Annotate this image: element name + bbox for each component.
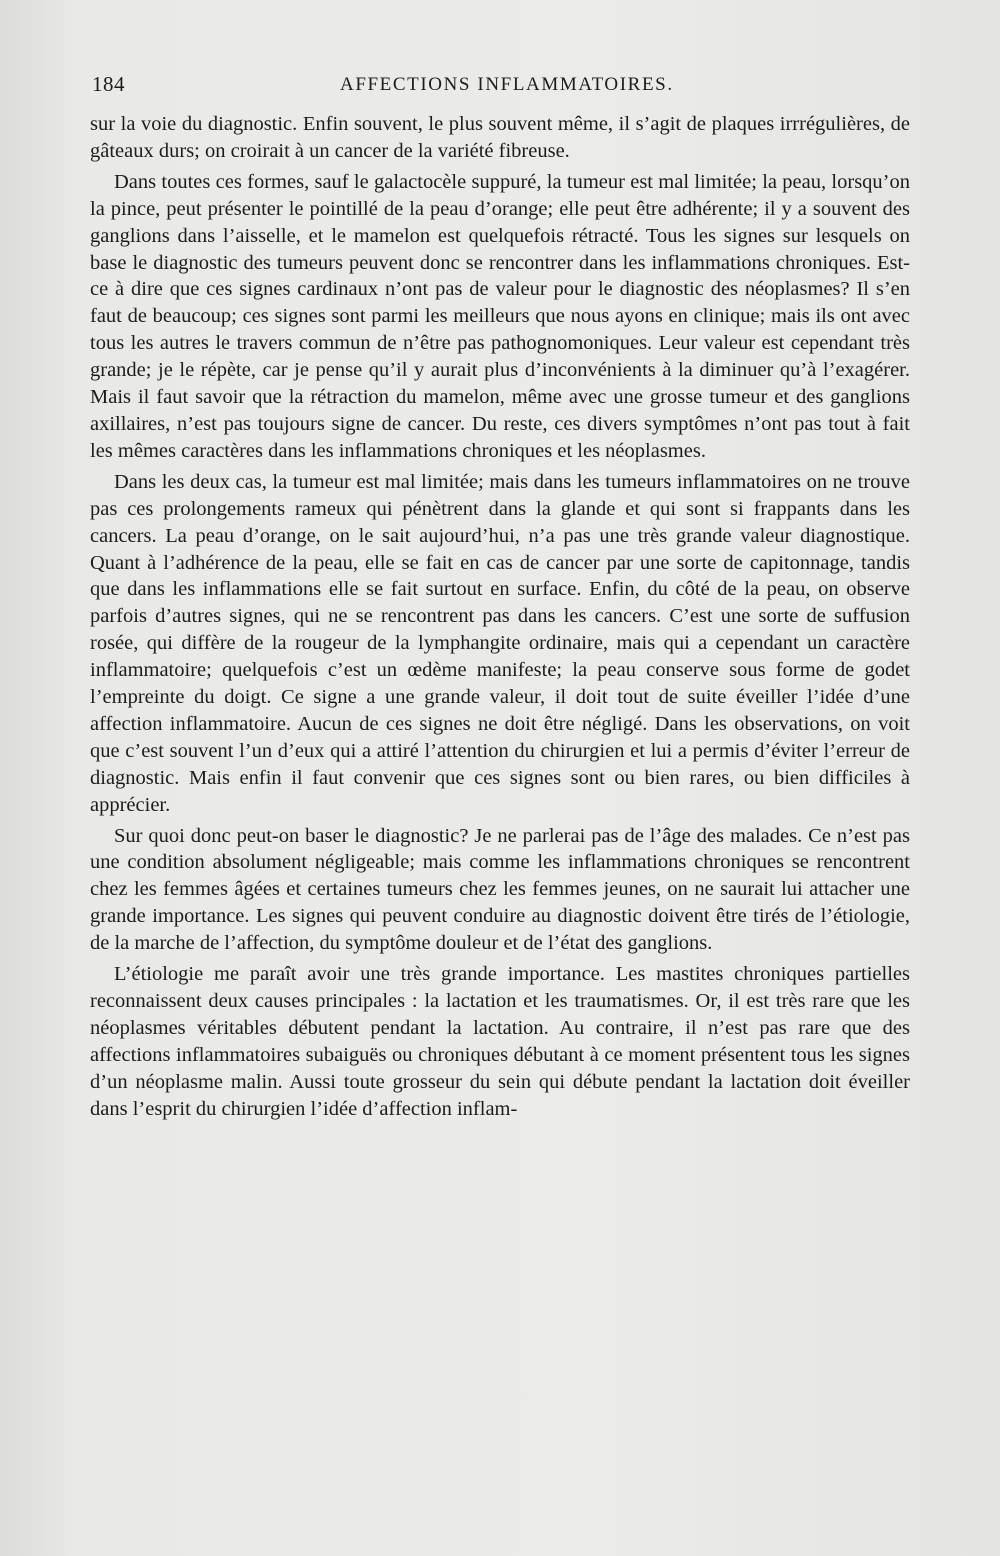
paragraph: Dans les deux cas, la tumeur est mal limitée; mais dans les tumeurs inflammatoires on ne trouve pas ces prolongements rameux qui pénètrent dans la glande et qui sont si frappants dans les cancers. La peau d’orange, on le sait aujourd’hui, n’a pas une très grande valeur diagnostique. Quant à l’adhérence de la peau, elle se fait en cas de cancer par une sorte de capitonnage, tandis que dans les inflammations elle se fait surtout en surface. Enfin, du côté de la peau, on observe parfois d’autres signes, qui ne se rencontrent pas dans les cancers. C’est une sorte de suffusion rosée, qui diffère de la rougeur de la lymphangite ordinaire, mais qui a cependant un caractère inflammatoire; quelquefois c’est un œdème manifeste; la peau conserve sous forme de godet l’empreinte du doigt. Ce signe a une grande valeur, il doit tout de suite éveiller l’idée d’une affection inflammatoire. Aucun de ces signes ne doit être négligé. Dans les observations, on voit que c’est souvent l’un d’eux qui a attiré l’attention du chirurgien et lui a permis d’éviter l’erreur de diagnostic. Mais enfin il faut convenir que ces signes sont ou bien rares, ou bien difficiles à apprécier. xyxy=(90,470,910,816)
paragraph: Sur quoi donc peut-on baser le diagnostic? Je ne parlerai pas de l’âge des malades. Ce n’est pas une condition absolument négligeable; mais comme les inflammations chroniques se rencontrent chez les femmes âgées et certaines tumeurs chez les femmes jeunes, on ne saurait lui attacher une grande importance. Les signes qui peuvent conduire au diagnostic doivent être tirés de l’étiologie, de la marche de l’affection, du symptôme douleur et de l’état des ganglions. xyxy=(90,824,910,955)
paragraph: L’étiologie me paraît avoir une très grande importance. Les mastites chroniques partielles reconnaissent deux causes principales : la lactation et les traumatismes. Or, il est très rare que les néoplasmes véritables débutent pendant la lactation. Au contraire, il n’est pas rare que des affections inflammatoires subaiguës ou chroniques débutant à ce moment présentent tous les signes d’un néoplasme malin. Aussi toute grosseur du sein qui débute pendant la lactation doit éveiller dans l’esprit du chirurgien l’idée d’affection inflam- xyxy=(90,963,910,1120)
page-header xyxy=(92,72,910,102)
paragraph-continuation: sur la voie du diagnostic. Enfin souvent, le plus souvent même, il s’agit de plaques irrrégulières, de gâteaux durs; on croirait à un cancer de la variété fibreuse. xyxy=(90,113,910,162)
paragraph: Dans toutes ces formes, sauf le galactocèle suppuré, la tumeur est mal limitée; la peau, lorsqu’on la pince, peut présenter le pointillé de la peau d’orange; elle peut être adhérente; il y a souvent des ganglions dans l’aisselle, et le mamelon est quelquefois rétracté. Tous les signes sur lesquels on base le diagnostic des tumeurs peuvent donc se rencontrer dans les inflammations chroniques. Est-ce à dire que ces signes cardinaux n’ont pas de valeur pour le diagnostic des néoplasmes? Il s’en faut de beaucoup; ces signes sont parmi les meilleurs que nous ayons en clinique; mais ils ont avec tous les autres le travers commun de n’être pas pathognomoniques. Leur valeur est cependant très grande; je le répète, car je pense qu’il y aurait plus d’inconvénients à la diminuer qu’à l’exagérer. Mais il faut savoir que la rétraction du mamelon, même avec une grosse tumeur et des ganglions axillaires, n’est pas toujours signe de cancer. Du reste, ces divers symptômes n’ont pas tout à fait les mêmes caractères dans les inflammations chroniques et les néoplasmes. xyxy=(90,170,910,462)
running-title: AFFECTIONS INFLAMMATOIRES. xyxy=(340,74,674,95)
page-number: 184 xyxy=(92,72,125,96)
body-text xyxy=(90,111,910,1127)
